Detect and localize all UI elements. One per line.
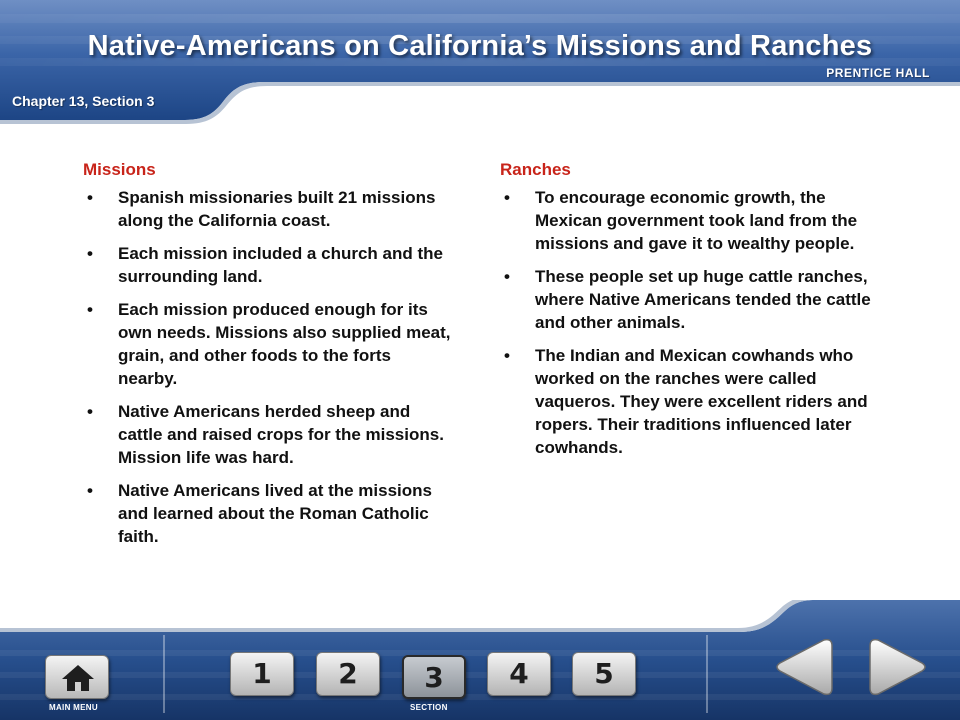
bullet-icon: • (504, 346, 510, 365)
list-item (83, 298, 453, 390)
bullet-icon: • (504, 267, 510, 286)
section-label: SECTION (410, 703, 448, 712)
bullet-text: These people set up huge cattle ranches, where Native Americans tended the cattle and other animals. (535, 267, 871, 332)
bullet-text: Spanish missionaries built 21 missions along the California coast. (118, 188, 436, 230)
footer-divider (706, 635, 708, 713)
list-item (83, 400, 453, 469)
slide-header (0, 0, 960, 128)
missions-heading: Missions (83, 160, 156, 179)
main-menu-label: MAIN MENU (49, 703, 98, 712)
list-item (500, 265, 880, 334)
navigation-footer (0, 600, 960, 720)
arrow-right-icon (870, 640, 925, 695)
section-5-button[interactable]: 5 (572, 652, 636, 696)
bullet-icon: • (87, 188, 93, 207)
chapter-label: Chapter 13, Section 3 (12, 93, 155, 109)
next-slide-button[interactable] (866, 636, 930, 698)
slide-title: Native-Americans on California’s Missions and Ranches (87, 30, 873, 62)
home-icon (60, 663, 96, 693)
section-1-button[interactable]: 1 (230, 652, 294, 696)
missions-column (83, 160, 453, 558)
arrow-left-icon (777, 640, 832, 695)
bullet-icon: • (87, 402, 93, 421)
section-2-button[interactable]: 2 (316, 652, 380, 696)
section-4-button[interactable]: 4 (487, 652, 551, 696)
section-3-button[interactable]: 3 (402, 655, 466, 699)
list-item (500, 344, 880, 459)
previous-slide-button[interactable] (772, 636, 836, 698)
ranches-heading: Ranches (500, 160, 571, 179)
bullet-text: To encourage economic growth, the Mexican government took land from the missions and gave it to wealthy people. (535, 188, 858, 253)
list-item (500, 186, 880, 255)
bullet-text: The Indian and Mexican cowhands who worked on the ranches were called vaqueros. They were excellent riders and ropers. Their traditions influenced later cowhands. (535, 346, 868, 457)
bullet-icon: • (87, 481, 93, 500)
list-item (83, 242, 453, 288)
bullet-icon: • (87, 300, 93, 319)
main-menu-button[interactable] (45, 655, 109, 699)
ranches-column (500, 160, 880, 469)
publisher-logo: PRENTICE HALL (826, 66, 930, 80)
bullet-icon: • (87, 244, 93, 263)
bullet-text: Native Americans lived at the missions and learned about the Roman Catholic faith. (118, 481, 432, 546)
bullet-text: Each mission included a church and the surrounding land. (118, 244, 443, 286)
list-item (83, 479, 453, 548)
bullet-text: Native Americans herded sheep and cattle and raised crops for the missions. Mission life was hard. (118, 402, 444, 467)
bullet-text: Each mission produced enough for its own needs. Missions also supplied meat, grain, and other foods to the forts nearby. (118, 300, 451, 388)
footer-divider (163, 635, 165, 713)
bullet-icon: • (504, 188, 510, 207)
ranches-bullet-list (500, 186, 880, 459)
list-item (83, 186, 453, 232)
missions-bullet-list (83, 186, 453, 548)
